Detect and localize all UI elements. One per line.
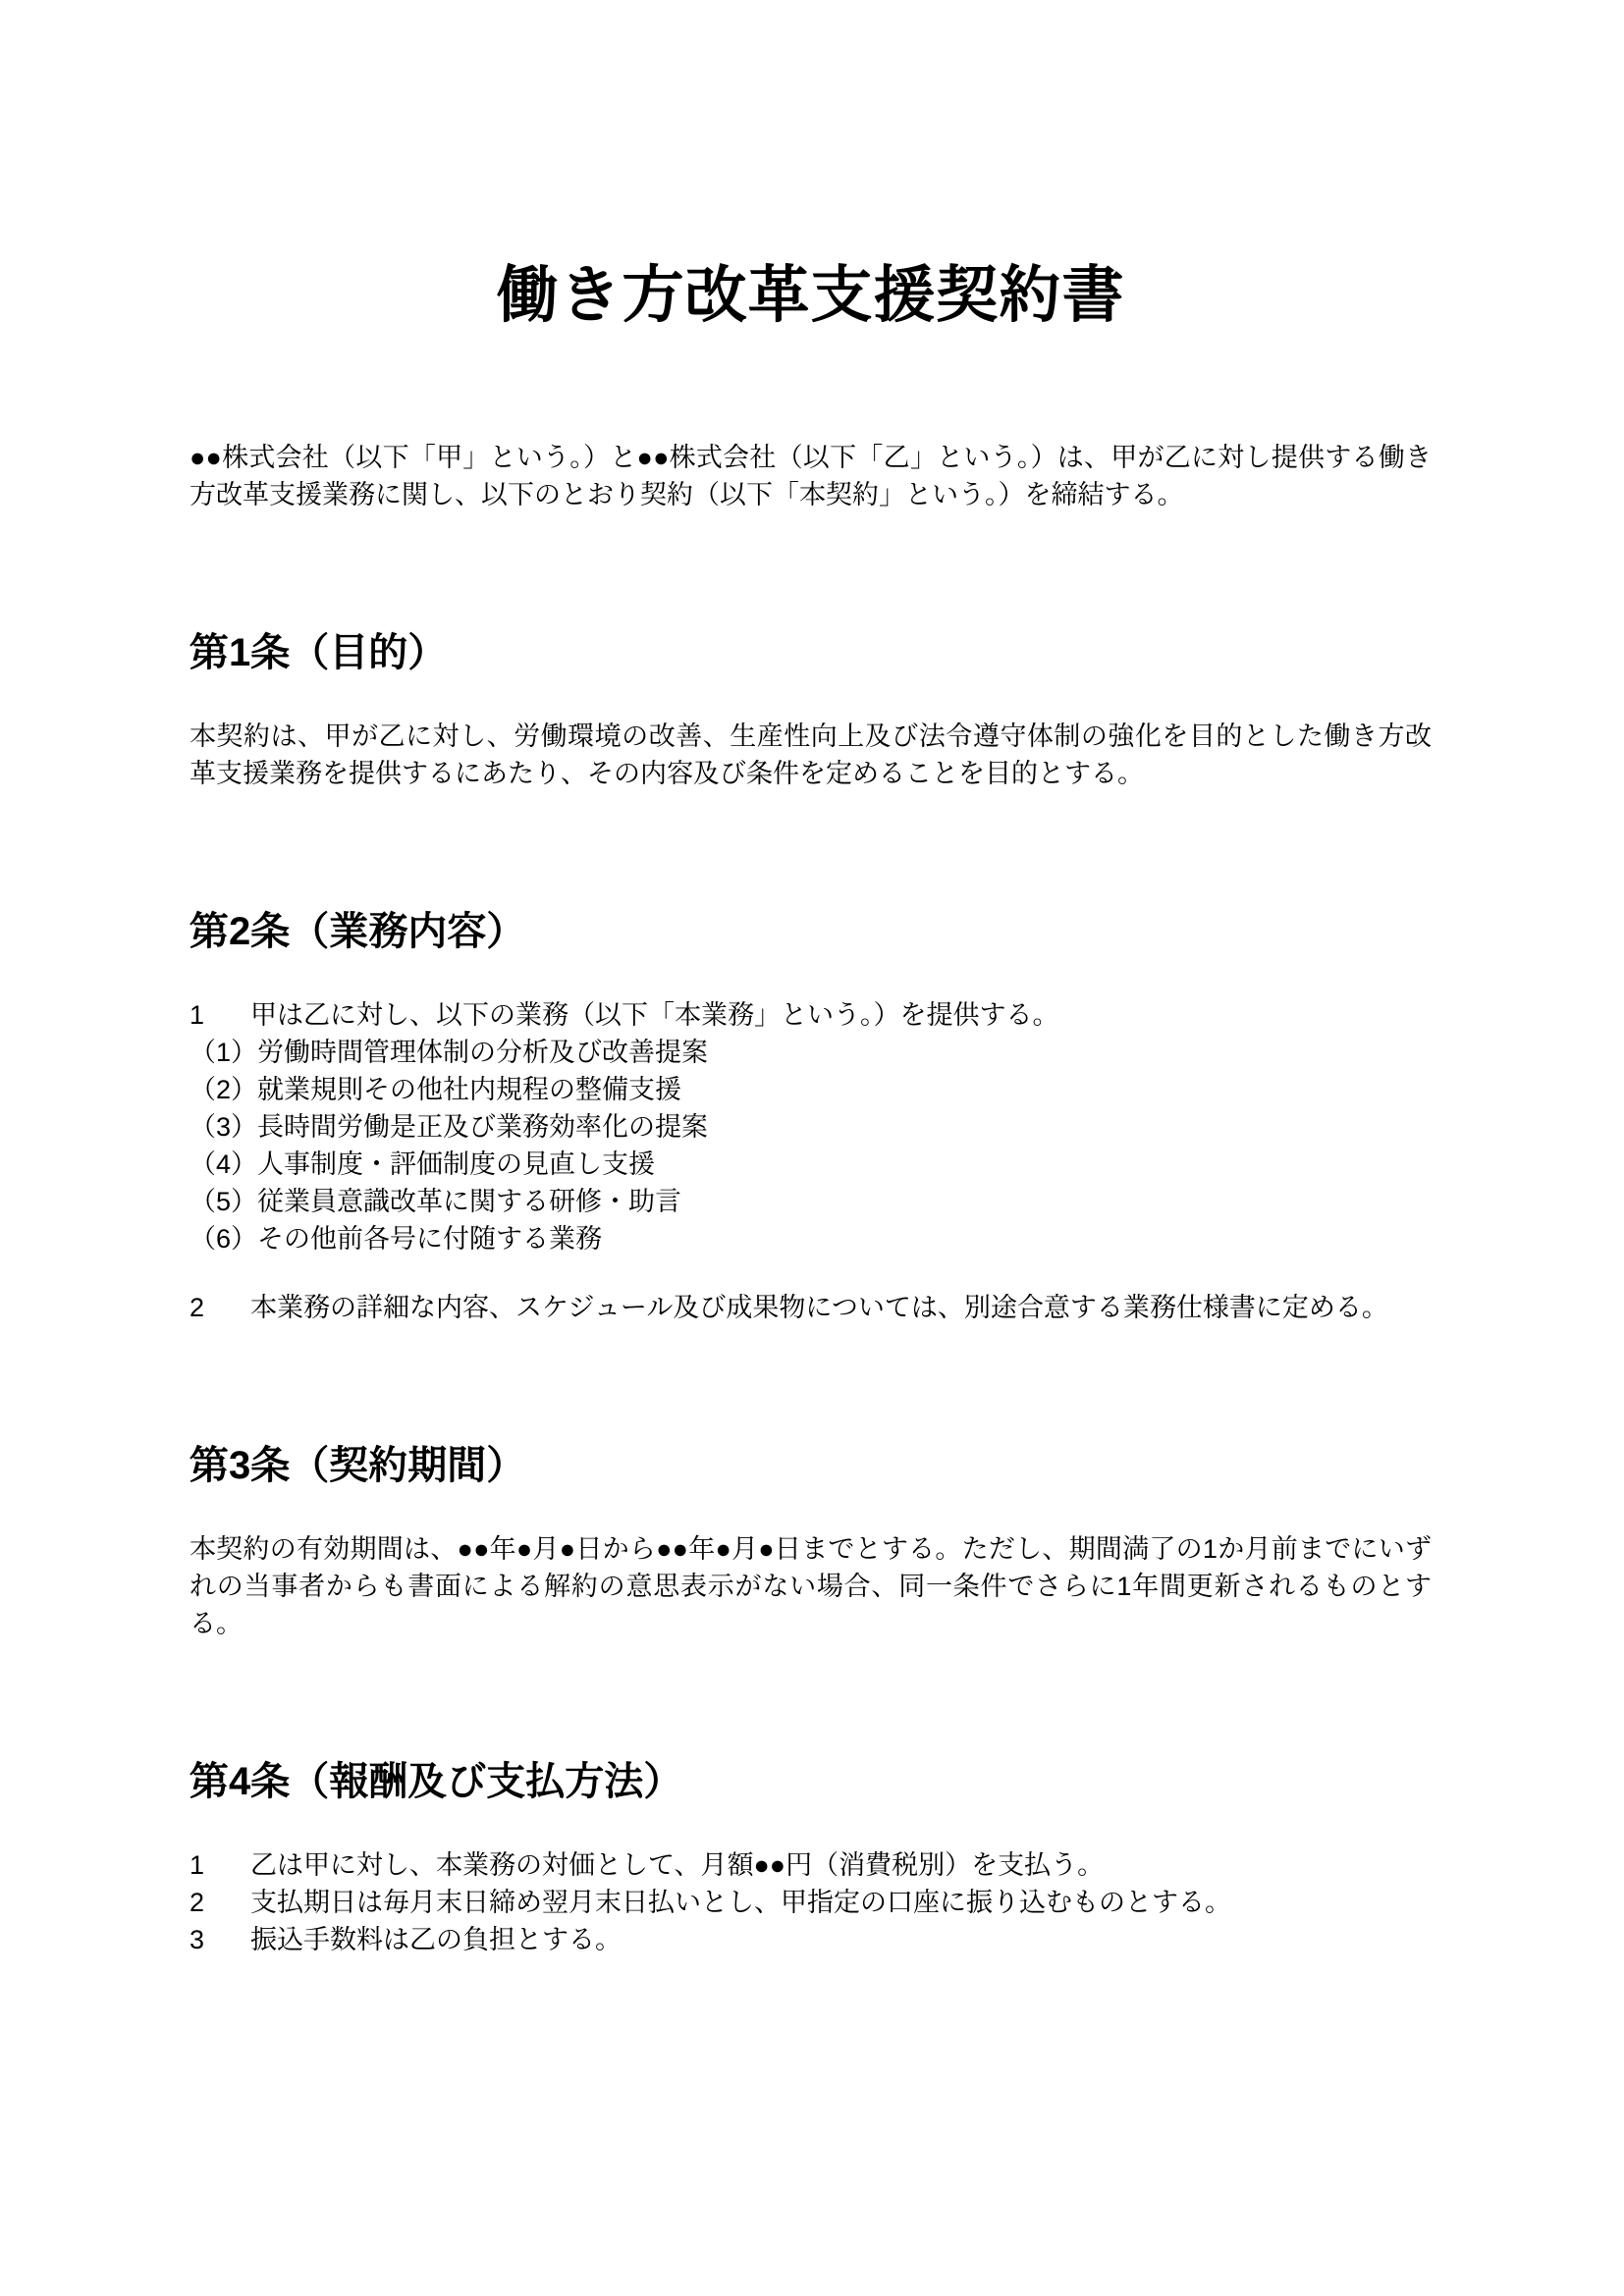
article-2-heading: 第2条（業務内容） <box>189 910 526 953</box>
article-1-heading: 第1条（目的） <box>189 631 448 674</box>
subitem-line: （3）長時間労働是正及び業務効率化の提案 <box>189 1112 709 1142</box>
clause-text: 甲は乙に対し、以下の業務（以下「本業務」という。）を提供する。 <box>250 1000 1059 1030</box>
clause-text: 乙は甲に対し、本業務の対価として、月額●●円（消費税別）を支払う。 <box>250 1850 1105 1880</box>
subitem-line: （1）労働時間管理体制の分析及び改善提案 <box>189 1038 709 1067</box>
intro-paragraph: ●●株式会社（以下「甲」という。）と●●株式会社（以下「乙」という。）は、甲が乙に対し提供する働き方改革支援業務に関し、以下のとおり契約（以下「本契約」という。）を締結する。 <box>189 443 1432 509</box>
clause-number: 1 <box>189 1000 205 1030</box>
article-3-heading: 第3条（契約期間） <box>189 1444 526 1487</box>
article-4 <box>189 1758 1432 1958</box>
article-3 <box>189 1442 1432 1642</box>
clause-number: 3 <box>189 1925 205 1954</box>
clause-row <box>189 1921 1432 1958</box>
subitem-line: （6）その他前各号に付随する業務 <box>189 1224 603 1254</box>
subitem-line: （5）従業員意識改革に関する研修・助言 <box>189 1187 682 1216</box>
clause-number: 2 <box>189 1293 205 1322</box>
clause-row <box>189 1884 1432 1921</box>
clause-text: 本業務の詳細な内容、スケジュール及び成果物については、別途合意する業務仕様書に定める。 <box>250 1293 1388 1322</box>
article-3-body: 本契約の有効期間は、●●年●月●日から●●年●月●日までとする。ただし、期間満了の1か月前までにいずれの当事者からも書面による解約の意思表示がない場合、同一条件でさらに1年間更新されるものとする。 <box>189 1534 1432 1638</box>
clause-number: 1 <box>189 1850 205 1880</box>
clause-row <box>189 1289 1432 1326</box>
clause-text: 振込手数料は乙の負担とする。 <box>250 1925 622 1954</box>
subitem-line: （4）人事制度・評価制度の見直し支援 <box>189 1149 656 1179</box>
document-title: 働き方改革支援契約書 <box>496 261 1125 330</box>
subitem-line: （2）就業規則その他社内規程の整備支援 <box>189 1075 682 1104</box>
article-4-heading: 第4条（報酬及び支払方法） <box>189 1760 683 1803</box>
article-1 <box>189 629 1432 792</box>
article-2 <box>189 908 1432 1326</box>
clause-text: 支払期日は毎月末日締め翌月末日払いとし、甲指定の口座に振り込むものとする。 <box>250 1888 1231 1917</box>
clause-row <box>189 1846 1432 1884</box>
clause-number: 2 <box>189 1888 205 1917</box>
clause-row <box>189 996 1432 1034</box>
article-1-body: 本契約は、甲が乙に対し、労働環境の改善、生産性向上及び法令遵守体制の強化を目的とした働き方改革支援業務を提供するにあたり、その内容及び条件を定めることを目的とする。 <box>189 721 1432 788</box>
